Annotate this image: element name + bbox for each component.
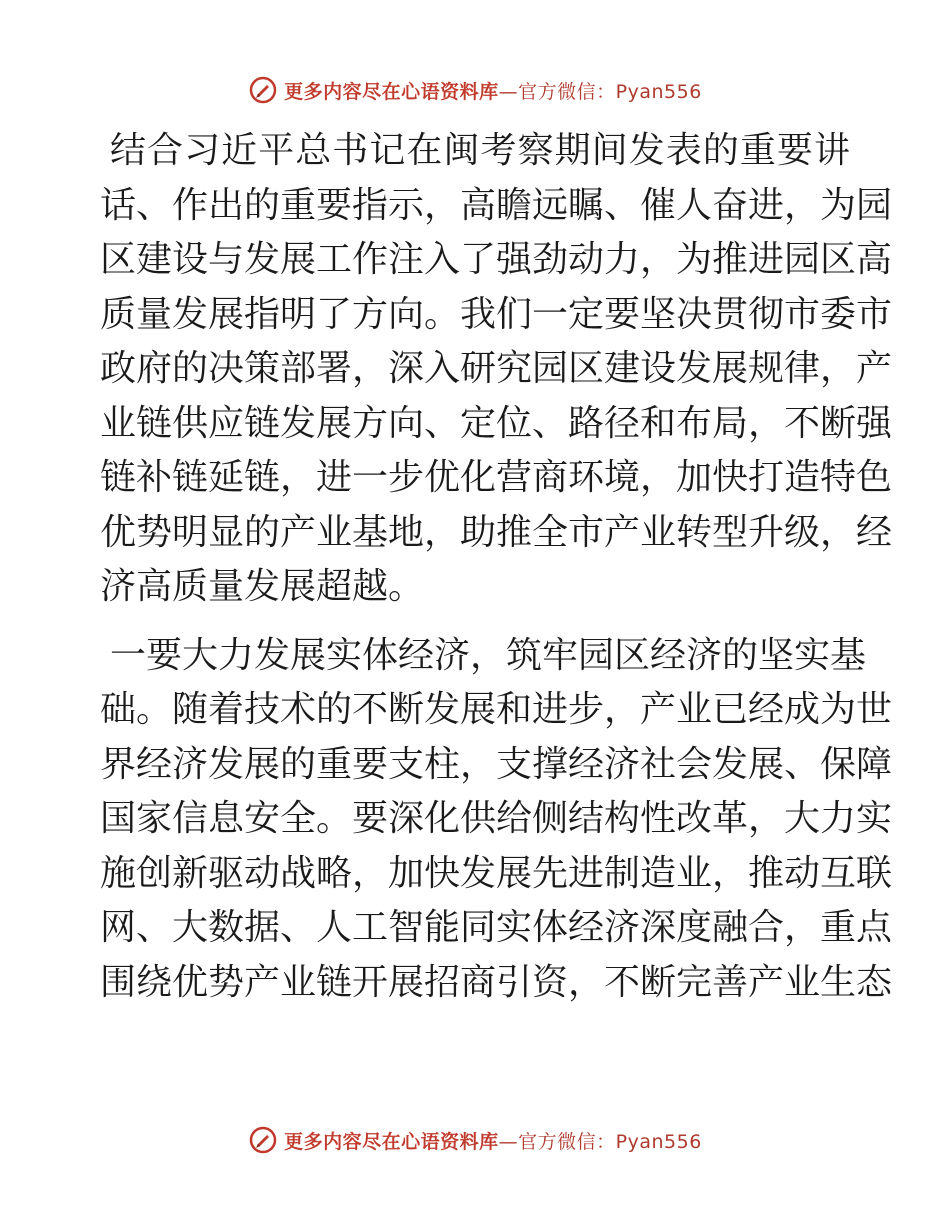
text-line: 业链供应链发展方向、定位、路径和布局，不断强	[100, 402, 893, 444]
text-line: 政府的决策部署，深入研究园区建设发展规律，产	[100, 348, 893, 389]
document-body	[100, 124, 893, 1010]
text-line: 一要大力发展实体经济，筑牢园区经济的坚实基	[110, 634, 867, 676]
text-line: 质量发展指明了方向。我们一定要坚决贯彻市委市	[100, 293, 893, 335]
text-line: 国家信息安全。要深化供给侧结构性改革，大力实	[100, 798, 893, 839]
text-line: 础。随着技术的不断发展和进步，产业已经成为世	[100, 689, 893, 730]
watermark-prefix: 更多内容尽在心语资料库	[284, 80, 499, 103]
watermark-banner-bottom	[0, 1120, 950, 1160]
watermark-prefix: 更多内容尽在心语资料库	[284, 1130, 499, 1153]
logo-icon	[248, 1125, 278, 1155]
paragraph-1	[100, 124, 893, 615]
text-line: 网、大数据、人工智能同实体经济深度融合，重点	[100, 907, 893, 948]
text-line: 界经济发展的重要支柱，支撑经济社会发展、保障	[100, 743, 893, 785]
watermark-suffix: —官方微信：Pyan556	[498, 80, 702, 103]
text-line: 结合习近平总书记在闽考察期间发表的重要讲	[110, 130, 850, 171]
watermark-suffix: —官方微信：Pyan556	[498, 1130, 702, 1153]
text-line: 区建设与发展工作注入了强劲动力，为推进园区高	[100, 239, 893, 280]
watermark-banner-top	[0, 70, 950, 110]
logo-icon	[248, 75, 278, 105]
text-line: 话、作出的重要指示，高瞻远瞩、催人奋进，为园	[100, 184, 893, 226]
text-line: 围绕优势产业链开展招商引资，不断完善产业生态	[100, 961, 893, 1003]
watermark-text	[284, 1127, 702, 1154]
watermark-text	[284, 77, 702, 104]
text-line: 济高质量发展超越。	[100, 566, 425, 607]
text-line: 优势明显的产业基地，助推全市产业转型升级，经	[100, 511, 893, 553]
text-line: 链补链延链，进一步优化营商环境，加快打造特色	[100, 457, 893, 498]
paragraph-2	[100, 629, 893, 1011]
text-line: 施创新驱动战略，加快发展先进制造业，推动互联	[100, 852, 893, 894]
